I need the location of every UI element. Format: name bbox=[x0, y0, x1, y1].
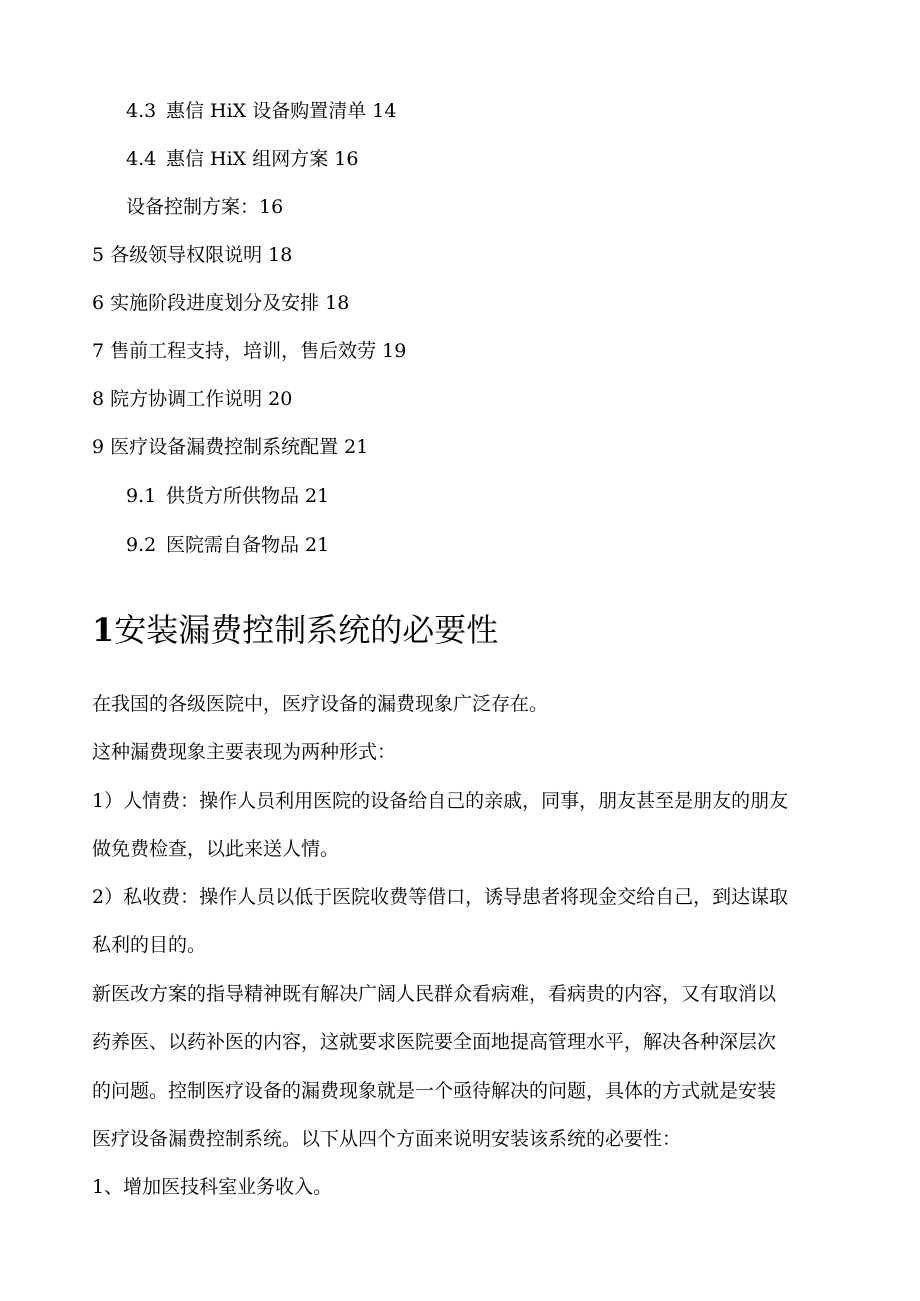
toc-entry-device-control[interactable] bbox=[126, 195, 283, 219]
toc-entry-text: 供货方所供物品 21 bbox=[166, 485, 330, 507]
toc-entry-5[interactable] bbox=[92, 243, 292, 267]
toc-entry-text: 9 医疗设备漏费控制系统配置 21 bbox=[92, 436, 369, 458]
body-line: 药养医、以药补医的内容，这就要求医院要全面地提高管理水平，解决各种深层次 bbox=[92, 1031, 777, 1053]
body-line: 的问题。控制医疗设备的漏费现象就是一个亟待解决的问题，具体的方式就是安装 bbox=[92, 1080, 777, 1102]
toc-entry-8[interactable] bbox=[92, 387, 292, 411]
body-line: 新医改方案的指导精神既有解决广阔人民群众看病难，看病贵的内容，又有取消以 bbox=[92, 983, 777, 1005]
section-title: 安装漏费控制系统的必要性 bbox=[114, 611, 499, 649]
toc-entry-9[interactable] bbox=[92, 435, 368, 459]
toc-entry-9-2[interactable] bbox=[126, 533, 329, 557]
toc-entry-text: 8 院方协调工作说明 20 bbox=[92, 388, 293, 410]
toc-entry-number: 4.4 bbox=[126, 148, 157, 170]
toc-entry-9-1[interactable] bbox=[126, 484, 329, 508]
toc-entry-text: 7 售前工程支持，培训，售后效劳 19 bbox=[92, 340, 407, 362]
body-line: 做免费检查，以此来送人情。 bbox=[92, 838, 340, 860]
toc-entry-number: 4.3 bbox=[126, 100, 157, 122]
toc-entry-7[interactable] bbox=[92, 339, 406, 363]
body-line: 1）人情费：操作人员利用医院的设备给自己的亲戚，同事，朋友甚至是朋友的朋友 bbox=[92, 790, 789, 812]
body-line: 2）私收费：操作人员以低于医院收费等借口，诱导患者将现金交给自己，到达谋取 bbox=[92, 886, 789, 908]
toc-entry-number: 9.2 bbox=[126, 534, 157, 556]
toc-entry-number: 9.1 bbox=[126, 485, 157, 507]
toc-entry-6[interactable] bbox=[92, 291, 349, 315]
toc-entry-text: 5 各级领导权限说明 18 bbox=[92, 244, 293, 266]
toc-entry-4-4[interactable] bbox=[126, 147, 358, 171]
body-line: 1、增加医技科室业务收入。 bbox=[92, 1176, 333, 1198]
toc-entry-4-3[interactable] bbox=[126, 99, 396, 123]
toc-entry-text: 惠信 HiX 设备购置清单 14 bbox=[166, 100, 397, 122]
section-number: 1 bbox=[92, 611, 115, 649]
body-line: 私利的目的。 bbox=[92, 934, 207, 956]
toc-entry-text: 惠信 HiX 组网方案 16 bbox=[166, 148, 359, 170]
body-line: 在我国的各级医院中，医疗设备的漏费现象广泛存在。 bbox=[92, 693, 549, 715]
section-heading bbox=[92, 608, 498, 652]
toc-entry-text: 6 实施阶段进度划分及安排 18 bbox=[92, 292, 350, 314]
body-line: 这种漏费现象主要表现为两种形式： bbox=[92, 741, 397, 763]
toc-entry-text: 医院需自备物品 21 bbox=[166, 534, 330, 556]
body-line: 医疗设备漏费控制系统。以下从四个方面来说明安装该系统的必要性： bbox=[92, 1128, 682, 1150]
toc-entry-text: 设备控制方案：16 bbox=[126, 196, 284, 218]
